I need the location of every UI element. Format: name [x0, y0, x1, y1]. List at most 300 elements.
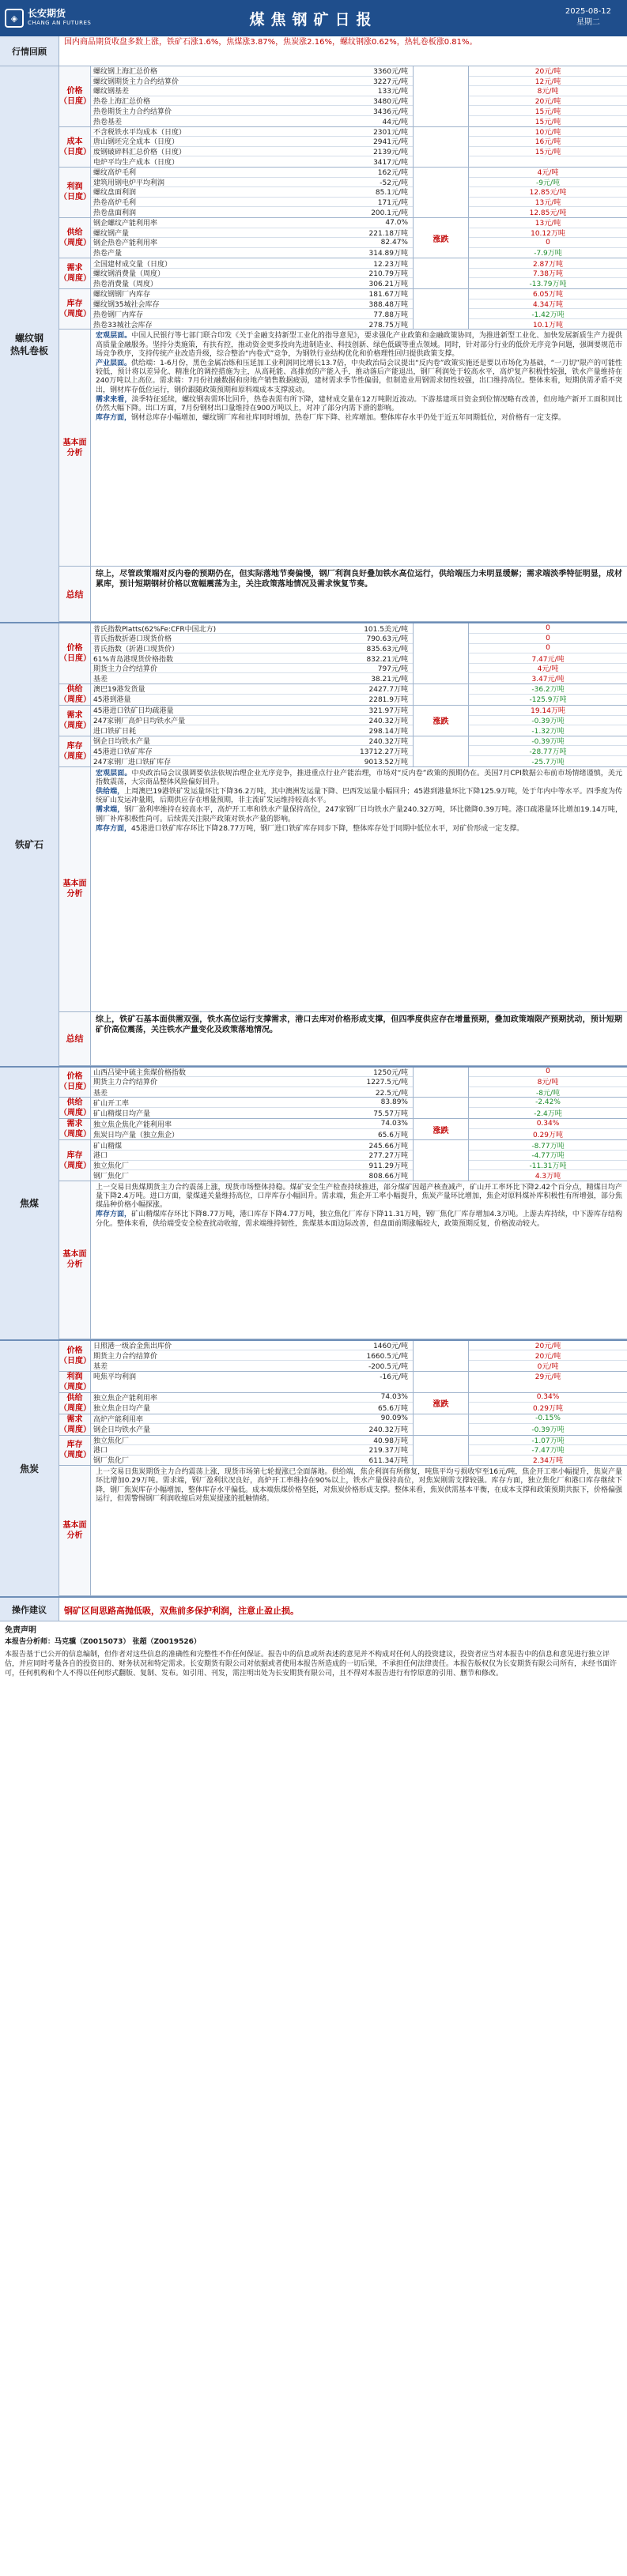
- indicator-name: 螺纹钢钢厂内库存: [93, 291, 151, 299]
- indicator-change: -1.07万吨: [469, 1436, 627, 1446]
- indicator-change: -0.39万吨: [531, 1425, 565, 1434]
- indicator-name: 独立焦企产能利用率: [93, 1394, 158, 1403]
- indicator-change: 10.1万吨: [532, 321, 564, 330]
- indicator-name: 焦炭日均产量（独立焦企）: [93, 1131, 179, 1139]
- indicator-change: 20元/吨: [469, 66, 627, 77]
- section-label: 焦煤: [0, 1068, 59, 1339]
- indicator-row: [91, 258, 413, 269]
- indicator-name: 热卷盘面利润: [93, 209, 137, 218]
- indicator-value: 306.21万吨: [368, 281, 408, 289]
- indicator-change: 13元/吨: [469, 218, 627, 228]
- indicator-name: 钢企热卷产能利用率: [93, 239, 158, 248]
- report-date-block: [565, 6, 611, 28]
- indicator-group-label: 价格 （日度）: [59, 623, 91, 684]
- indicator-value: 210.79万吨: [368, 270, 408, 279]
- indicator-name: 电炉平均生产成本（日度）: [93, 159, 179, 168]
- indicator-value: 1227.5元/吨: [366, 1079, 408, 1087]
- indicator-group: [59, 1119, 627, 1140]
- indicator-group-label: 价格 （日度）: [59, 1341, 91, 1371]
- indicator-value: 314.89万吨: [368, 250, 408, 258]
- indicator-value: 3480元/吨: [373, 98, 408, 107]
- indicator-row: [91, 116, 413, 126]
- indicator-value: 790.63元/吨: [366, 635, 408, 644]
- analysis-paragraph-body: 供给端：1-6月份，黑色金属冶炼和压延加工业利润同比增长13.7倍，中央政治局会议提出“反内卷”政策实施还是要以市场化为基础，“一刀切”限产的可能性较低，预计将以差异化、精准化的调控措施为主，从高耗能、高排放的产能入手，推动落后产能退出，钢厂利润处于较高水平，高炉复产积极性较强，铁水产量维持在240万吨以上高位。需求端：7月份社融数据和房地产销售数据疲弱，建材需求季节性偏弱，但制造业用钢需求韧性较强，出口维持高位。整体来看，短期供需矛盾不突出，钢材库存低位运行，钢价跟随政策预期和原料端成本支撑波动。: [96, 360, 622, 394]
- summary-text: 综上，铁矿石基本面供需双强，铁水高位运行支撑需求，港口去库对价格形成支撑，但四季度供应存在增量预期，叠加政策端限产预期扰动，预计短期矿价高位震荡，关注铁水产量变化及政策落地情况。: [96, 1015, 622, 1034]
- indicator-name: 热卷上海汇总价格: [93, 98, 151, 107]
- change-column-label: [414, 1341, 469, 1371]
- analysis-paragraph: [96, 1468, 622, 1504]
- indicator-row: [91, 269, 413, 279]
- indicator-change: 8元/吨: [469, 86, 627, 96]
- change-column-label: [414, 258, 469, 288]
- indicator-group-label: 成本 （日度）: [59, 127, 91, 167]
- indicator-name: 唐山钢坯完全成本（日度）: [93, 138, 179, 147]
- indicator-change: 4元/吨: [469, 168, 627, 178]
- indicator-row: [91, 96, 413, 107]
- indicator-value: 77.88万吨: [373, 311, 408, 319]
- indicator-name: 废钢破碎料汇总价格（日度）: [93, 149, 187, 157]
- section-1: [0, 623, 627, 1067]
- indicator-group: [59, 218, 627, 258]
- indicator-group: [59, 1068, 627, 1098]
- section-label: 铁矿石: [0, 623, 59, 1065]
- indicator-name: 全国建材成交量（日度）: [93, 260, 172, 269]
- indicator-row: [91, 168, 413, 178]
- indicator-value: 911.29万吨: [368, 1162, 408, 1170]
- indicator-change: 0元/吨: [537, 1362, 559, 1371]
- indicator-value: 47.0%: [385, 218, 408, 227]
- indicator-group: [59, 127, 627, 168]
- indicator-value: 44元/吨: [382, 118, 408, 126]
- indicator-name: 基差: [93, 1362, 108, 1371]
- indicator-group: [59, 1436, 627, 1467]
- analysis-paragraph-body: 上一交易日焦煤期货主力合约震荡上涨，现货市场整体持稳。煤矿安全生产检查持续推进，部分煤矿因超产核查减产，矿山开工率环比下降2.42个百分点，精煤日均产量下降2.4万吨。进口方面，蒙煤通关量维持高位，口岸库存小幅回升。需求端，焦企开工率小幅提升，焦炭产量环比增加，焦企对原料煤补库积极性有所增强，部分焦煤品种价格小幅探涨。: [96, 1183, 622, 1210]
- indicator-change: 12.85元/吨: [469, 187, 627, 198]
- analysis-label: 基本面 分析: [59, 330, 91, 566]
- indicator-change: 8元/吨: [469, 1077, 627, 1087]
- operations-text: 钢矿区间思路高抛低吸，双焦前多保护利润，注意止盈止损。: [64, 1606, 299, 1617]
- indicator-row: [91, 248, 413, 258]
- section-0: [0, 66, 627, 623]
- indicator-value: 2941元/吨: [373, 138, 408, 147]
- indicator-value: 38.21元/吨: [371, 676, 408, 684]
- indicator-group-label: 供给 （周度）: [59, 1393, 91, 1413]
- indicator-value: 12.23万吨: [373, 260, 408, 269]
- indicator-change: 10.12万吨: [469, 228, 627, 239]
- change-column-label: [414, 127, 469, 167]
- summary-label: 总结: [59, 1012, 91, 1065]
- indicator-name: 普氏指数折港口现货价格: [93, 635, 172, 644]
- indicator-name: 山西吕梁中硫主焦煤价格指数: [93, 1068, 187, 1077]
- analysis-paragraph: [96, 788, 622, 805]
- indicator-group-label: 供给 （周度）: [59, 1098, 91, 1118]
- section-summary: [59, 567, 627, 622]
- analysis-paragraph-head: 供给端，: [96, 787, 125, 796]
- indicator-row: [91, 1424, 413, 1434]
- analysis-text: [91, 1466, 627, 1595]
- indicator-change: -7.47万吨: [469, 1445, 627, 1456]
- indicator-change: -1.32万吨: [531, 727, 565, 736]
- disclaimer-analysts: 本报告分析师：马克骥（Z0015073） 张超（Z0019526）: [5, 1638, 201, 1647]
- indicator-group: [59, 1372, 627, 1393]
- indicator-group-label: 需求 （周度）: [59, 1120, 91, 1139]
- market-review-text: 国内商品期货收盘多数上涨，铁矿石涨1.6%，焦煤涨3.87%，焦炭涨2.16%，螺纹钢涨0.62%，热轧卷板涨0.81%。: [64, 38, 478, 47]
- indicator-change: 2.34万吨: [532, 1457, 564, 1466]
- indicator-value: 90.09%: [380, 1414, 408, 1423]
- indicator-value: 388.48万吨: [368, 300, 408, 309]
- indicator-row: [91, 653, 413, 664]
- disclaimer-title: 免责声明: [5, 1626, 36, 1636]
- indicator-name: 热卷消费量（周度）: [93, 281, 158, 289]
- indicator-name: 螺纹盘面利润: [93, 189, 137, 198]
- indicator-change: -1.42万吨: [469, 309, 627, 319]
- indicator-value: 65.6万吨: [377, 1131, 408, 1139]
- indicator-row: [91, 623, 413, 634]
- indicator-name: 矿山开工率: [93, 1099, 130, 1108]
- indicator-value: 278.75万吨: [368, 321, 408, 330]
- analysis-paragraph-head: 宏观层面。: [96, 769, 132, 778]
- indicator-change: 20元/吨: [469, 96, 627, 107]
- indicator-value: 1660.5元/吨: [366, 1352, 408, 1361]
- indicator-change: -8.77万吨: [469, 1140, 627, 1151]
- indicator-row: [91, 1119, 413, 1129]
- change-column-label: [414, 289, 469, 329]
- indicator-name: 螺纹钢消费量（周度）: [93, 270, 165, 279]
- indicator-name: 钢企螺纹产能利用率: [93, 220, 158, 228]
- analysis-paragraph-body: 中国人民银行等七部门联合印发《关于金融支持新型工业化的指导意见》，要求强化产业政策和金融政策协同，为推进新型工业化、加快发展新质生产力提供高质量金融服务。坚持分类施策，有扶有控，推动资金更多投向先进制造业、科技创新、绿色低碳等重点领域。同时，针对部分行业的低价无序竞争问题，强调要规范市场竞争秩序，支持传统产业改造升级，综合整治“内卷式”竞争，为钢铁行业结构优化和价格理性回归提供政策支撑。: [96, 332, 623, 358]
- indicator-row: [91, 1077, 413, 1087]
- indicator-group: [59, 168, 627, 218]
- indicator-change: -13.79万吨: [529, 281, 567, 289]
- analysis-paragraph-body: 淡季特征延续，螺纹钢表需环比回升，热卷表需有所下降，建材成交量在12万吨附近波动。下游基建项目资金到位情况略有改善，但房地产新开工面积同比仍然大幅下降。出口方面，7月份钢材出口量维持在900万吨以上，对冲了部分内需下滑的影响。: [96, 395, 622, 413]
- indicator-row: [91, 1140, 413, 1151]
- indicator-row: [91, 634, 413, 644]
- analysis-paragraph-head: 库存方面，: [96, 824, 132, 833]
- indicator-change: 0: [469, 623, 627, 634]
- report-title: 煤焦钢矿日报: [249, 11, 378, 28]
- analysis-text: [91, 330, 627, 566]
- analysis-label: 基本面 分析: [59, 1466, 91, 1595]
- analysis-paragraph-body: 上周澳巴19港铁矿发运量环比下降36.2万吨，其中澳洲发运量下降、巴西发运量小幅回升；45港到港量环比下降125.9万吨，处于年内中等水平。四季度为传统矿山发运冲量期，后期供应存在增量预期，非主流矿发运维持较高水平。: [96, 787, 622, 805]
- indicator-value: 2139元/吨: [373, 149, 408, 157]
- indicator-group-label: 利润 （日度）: [59, 168, 91, 217]
- indicator-row: [91, 1098, 413, 1108]
- indicator-value: 82.47%: [380, 238, 408, 247]
- indicator-change: 0: [469, 644, 627, 654]
- indicator-name: 矿山精煤日均产量: [93, 1109, 151, 1118]
- indicator-row: [91, 127, 413, 137]
- indicator-row: [91, 289, 413, 299]
- indicator-name: 61%青岛港现货价格指数: [93, 655, 174, 664]
- indicator-name: 热卷33城社会库存: [93, 321, 153, 330]
- indicator-name: 期货主力合约结算价: [93, 1079, 158, 1087]
- indicator-group-label: 库存 （周度）: [59, 1436, 91, 1466]
- indicator-row: [91, 187, 413, 198]
- indicator-value: 832.21元/吨: [366, 655, 408, 664]
- indicator-name: 基差: [93, 676, 108, 684]
- indicator-row: [91, 1129, 413, 1139]
- indicator-name: 期货主力合约结算价: [93, 1352, 158, 1361]
- indicator-row: [91, 746, 413, 756]
- analysis-paragraph-body: 钢材总库存小幅增加，螺纹钢厂库和社库同时增加，热卷厂库下降、社库增加。整体库存水平仍处于近五年同期低位，对价格有一定支撑。: [131, 414, 566, 423]
- indicator-row: [91, 77, 413, 87]
- indicator-name: 螺纹钢期货主力合约结算价: [93, 77, 179, 86]
- indicator-name: 45港到港量: [93, 696, 131, 705]
- change-column-label: 涨跌: [414, 1119, 469, 1139]
- indicator-row: [91, 1445, 413, 1456]
- indicator-change: 20元/吨: [469, 1350, 627, 1361]
- analysis-label: 基本面 分析: [59, 1181, 91, 1339]
- indicator-change: 4元/吨: [469, 664, 627, 674]
- indicator-name: 螺纹钢基差: [93, 88, 130, 96]
- indicator-change: -0.39万吨: [469, 716, 627, 726]
- indicator-change: 4.34万吨: [469, 299, 627, 310]
- indicator-value: 101.5美元/吨: [364, 625, 408, 634]
- summary-text: 综上，尽管政策端对反内卷的预期仍在，但实际落地节奏偏慢，钢厂利润良好叠加铁水高位运行，供给端压力未明显缓解；需求端淡季特征明显，成材累库，预计短期钢材价格以宽幅震荡为主，关注政策落地情况及需求恢复节奏。: [96, 570, 622, 589]
- indicator-row: [91, 147, 413, 157]
- indicator-row: [91, 673, 413, 684]
- indicator-name: 建筑用钢电炉平均利润: [93, 179, 165, 187]
- indicator-group-label: 价格 （日度）: [59, 66, 91, 126]
- indicator-value: 200.1元/吨: [371, 209, 408, 218]
- analysis-paragraph-head: 需求端，: [96, 806, 125, 815]
- indicator-change: 13元/吨: [469, 198, 627, 208]
- indicator-name: 热卷基差: [93, 118, 123, 126]
- indicator-row: [91, 1170, 413, 1181]
- indicator-name: 螺纹钢35城社会库存: [93, 300, 160, 309]
- indicator-group-label: 库存 （周度）: [59, 1140, 91, 1180]
- indicator-name: 矿山精煤: [93, 1142, 123, 1151]
- indicator-value: 277.27万吨: [368, 1152, 408, 1161]
- indicator-change: -0.15%: [469, 1414, 627, 1425]
- indicator-change: -28.77万吨: [469, 746, 627, 756]
- indicator-change: 7.38万吨: [469, 269, 627, 279]
- indicator-row: [91, 664, 413, 674]
- indicator-change: -36.2万吨: [469, 684, 627, 695]
- logo-name-en: CHANG AN FUTURES: [28, 20, 92, 26]
- analysis-paragraph: [96, 1184, 622, 1211]
- indicator-change: 29元/吨: [534, 1373, 561, 1382]
- indicator-change: -8元/吨: [535, 1089, 560, 1098]
- indicator-change: -2.4万吨: [534, 1109, 562, 1118]
- indicator-value: 219.37万吨: [368, 1447, 408, 1456]
- change-column-label: [414, 1372, 469, 1392]
- indicator-group-label: 库存 （周度）: [59, 289, 91, 329]
- indicator-row: [91, 1456, 413, 1466]
- indicator-value: 321.97万吨: [368, 707, 408, 716]
- indicator-change: 15元/吨: [469, 106, 627, 116]
- indicator-change: 16元/吨: [469, 137, 627, 147]
- indicator-row: [91, 278, 413, 288]
- indicator-value: 9013.52万吨: [364, 758, 408, 766]
- fundamental-analysis: [59, 1466, 627, 1596]
- indicator-change: 6.05万吨: [469, 289, 627, 299]
- indicator-value: 74.03%: [380, 1393, 408, 1402]
- change-column-label: 涨跌: [414, 1393, 469, 1414]
- indicator-name: 螺纹钢产量: [93, 229, 130, 238]
- indicator-name: 基差: [93, 1089, 108, 1098]
- fundamental-analysis: [59, 1181, 627, 1339]
- indicator-row: [91, 198, 413, 208]
- indicator-name: 热卷期货主力合约结算价: [93, 107, 172, 116]
- indicator-name: 独立焦企日均产量: [93, 1404, 151, 1413]
- indicator-name: 独立焦化厂: [93, 1162, 130, 1170]
- indicator-value: 1460元/吨: [373, 1343, 408, 1351]
- section-summary: [59, 1012, 627, 1066]
- indicator-name: 独立焦企焦化产能利用率: [93, 1120, 172, 1129]
- indicator-value: -52元/吨: [380, 179, 408, 187]
- indicator-row: [91, 716, 413, 726]
- indicator-row: [91, 1068, 413, 1078]
- market-review-row: [0, 36, 627, 66]
- indicator-value: 65.6万吨: [377, 1404, 408, 1413]
- indicator-value: 40.98万吨: [373, 1437, 408, 1445]
- change-column-label: [414, 1414, 469, 1435]
- change-column-label: 涨跌: [414, 218, 469, 258]
- indicator-group-label: 需求 （周度）: [59, 258, 91, 288]
- indicator-row: [91, 1361, 413, 1371]
- indicator-row: [91, 1087, 413, 1098]
- report-date: 2025-08-12: [565, 7, 611, 16]
- indicator-group: [59, 1393, 627, 1414]
- indicator-value: 2427.7万吨: [368, 686, 408, 695]
- indicator-change: 7.47元/吨: [469, 653, 627, 664]
- indicator-row: [91, 644, 413, 654]
- indicator-change: -7.9万吨: [534, 250, 562, 258]
- analysis-paragraph: [96, 806, 622, 823]
- indicator-row: [91, 1151, 413, 1161]
- indicator-name: 45港进口铁矿日均疏港量: [93, 707, 174, 716]
- change-column-label: [414, 736, 469, 766]
- indicator-group: [59, 258, 627, 289]
- analysis-paragraph: [96, 770, 622, 787]
- indicator-name: 高炉产能利用率: [93, 1415, 144, 1424]
- indicator-change: 0.29万吨: [532, 1404, 564, 1413]
- section-label: 焦炭: [0, 1341, 59, 1597]
- analysis-paragraph-head: 产业层面。: [96, 360, 132, 368]
- analysis-paragraph: [96, 360, 622, 395]
- analysis-paragraph-head: 需求来看，: [96, 395, 132, 404]
- indicator-row: [91, 684, 413, 695]
- indicator-name: 普氏指数（折港口现货价）: [93, 645, 179, 653]
- indicator-row: [91, 66, 413, 77]
- indicator-change: -2.42%: [469, 1098, 627, 1108]
- indicator-row: [91, 1393, 413, 1403]
- analysis-paragraph-body: 上一交易日焦炭期货主力合约震荡上涨，现货市场第七轮提涨已全面落地。供给端，焦企利润有所修复，吨焦平均亏损收窄至16元/吨，焦企开工率小幅提升，焦炭产量环比增加0.29万吨。需求端，钢厂盈利状况良好，高炉开工率维持在90%以上，铁水产量保持高位，对焦炭刚需支撑较强。库存方面，独立焦化厂和港口库存继续下降，钢厂焦炭库存小幅增加，整体库存水平偏低。成本端焦煤价格坚挺，对焦炭价格形成支撑。整体来看，焦炭供需基本平衡，在成本支撑和政策预期共振下，价格偏强运行，但需警惕钢厂利润收缩后对焦炭提涨的抵触情绪。: [96, 1468, 623, 1503]
- indicator-value: 808.66万吨: [368, 1172, 408, 1181]
- change-column-label: [414, 623, 469, 684]
- change-column-label: [414, 168, 469, 217]
- market-review-label: 行情回顾: [0, 36, 59, 66]
- indicator-name: 独立焦化厂: [93, 1437, 130, 1445]
- analysis-paragraph-body: 45港进口铁矿库存环比下降28.77万吨，钢厂进口铁矿库存同步下降，整体库存处于同期中低位水平，对矿价形成一定支撑。: [131, 824, 524, 833]
- indicator-row: [91, 106, 413, 116]
- change-column-label: [414, 1098, 469, 1118]
- indicator-value: 85.1元/吨: [375, 189, 408, 198]
- indicator-row: [91, 218, 413, 228]
- indicator-value: 240.32万吨: [368, 738, 408, 747]
- fundamental-analysis: [59, 330, 627, 567]
- indicator-value: 1250元/吨: [373, 1068, 408, 1077]
- analysis-paragraph-body: 中央政治局会议强调要依法依规治理企业无序竞争，推进重点行业产能治理，市场对“反内卷”政策的预期仍在。美国7月CPI数据公布前市场情绪谨慎，美元指数震荡，大宗商品整体风险偏好回升。: [96, 769, 622, 786]
- indicator-row: [91, 238, 413, 248]
- indicator-value: 2281.9万吨: [368, 696, 408, 705]
- indicator-group-label: 利润 （周度）: [59, 1372, 91, 1392]
- indicator-row: [91, 86, 413, 96]
- indicator-group: [59, 1098, 627, 1119]
- indicator-change: 0: [469, 238, 627, 248]
- indicator-change: 4.3万吨: [534, 1172, 561, 1181]
- fundamental-analysis: [59, 767, 627, 1012]
- indicator-row: [91, 1372, 413, 1382]
- change-column-label: [414, 1436, 469, 1466]
- analysis-text: [91, 767, 627, 1011]
- indicator-row: [91, 299, 413, 310]
- analysis-paragraph-body: 矿山精煤库存环比下降8.77万吨，港口库存下降4.77万吨，独立焦化厂库存下降11.31万吨，钢厂焦化厂库存增加4.3万吨。上游去库持续，中下游库存结构分化。整体来看，供给端受安全检查扰动收缩，需求端维持韧性，焦煤基本面边际改善，但盘面前期涨幅较大，政策预期反复，价格波动较大。: [96, 1211, 622, 1228]
- sections-container: [0, 66, 627, 1598]
- indicator-name: 吨焦平均利润: [93, 1373, 137, 1382]
- indicator-row: [91, 725, 413, 736]
- indicator-change: 10元/吨: [469, 127, 627, 137]
- indicator-change: 12.85元/吨: [529, 209, 567, 218]
- indicator-row: [91, 736, 413, 747]
- indicator-group: [59, 736, 627, 767]
- analysis-paragraph-head: 宏观层面。: [96, 332, 132, 341]
- indicator-row: [91, 1414, 413, 1425]
- indicator-group: [59, 684, 627, 706]
- indicator-group: [59, 1341, 627, 1372]
- indicator-name: 港口: [93, 1447, 108, 1456]
- indicator-row: [91, 695, 413, 705]
- indicator-name: 45港进口铁矿库存: [93, 748, 153, 756]
- change-column-label: [414, 684, 469, 705]
- indicator-value: 245.66万吨: [368, 1142, 408, 1151]
- indicator-value: 171元/吨: [377, 199, 408, 208]
- indicator-row: [91, 756, 413, 766]
- indicator-value: 13712.27万吨: [360, 748, 408, 756]
- indicator-name: 热卷高炉毛利: [93, 199, 137, 208]
- indicator-value: -200.5元/吨: [368, 1362, 408, 1371]
- indicator-value: 3436元/吨: [373, 107, 408, 116]
- analysis-paragraph: [96, 825, 622, 834]
- operations-label: 操作建议: [0, 1598, 59, 1621]
- indicator-change: -125.9万吨: [529, 696, 567, 705]
- indicator-change: -0.39万吨: [469, 736, 627, 747]
- indicator-group: [59, 1140, 627, 1181]
- indicator-name: 钢企日均铁水产量: [93, 738, 151, 747]
- indicator-row: [91, 1161, 413, 1171]
- disclaimer: [0, 1621, 627, 1683]
- indicator-value: 797元/吨: [377, 665, 408, 674]
- indicator-change: [469, 156, 627, 167]
- report-weekday: 星期二: [576, 18, 600, 27]
- change-column-label: [414, 1140, 469, 1180]
- indicator-change: 12元/吨: [469, 77, 627, 87]
- indicator-name: 不含税铁水平均成本（日度）: [93, 128, 187, 137]
- indicator-name: 钢厂焦化厂: [93, 1457, 130, 1466]
- indicator-change: 0.29万吨: [532, 1131, 564, 1139]
- indicator-group-label: 需求 （周度）: [59, 1414, 91, 1434]
- indicator-change: 15元/吨: [469, 147, 627, 157]
- indicator-change: 0: [469, 1068, 627, 1078]
- indicator-value: 3417元/吨: [373, 159, 408, 168]
- indicator-row: [91, 228, 413, 239]
- indicator-row: [91, 178, 413, 188]
- indicator-row: [91, 1350, 413, 1361]
- indicator-name: 热卷钢厂内库存: [93, 311, 144, 319]
- indicator-row: [91, 319, 413, 330]
- indicator-group: [59, 66, 627, 127]
